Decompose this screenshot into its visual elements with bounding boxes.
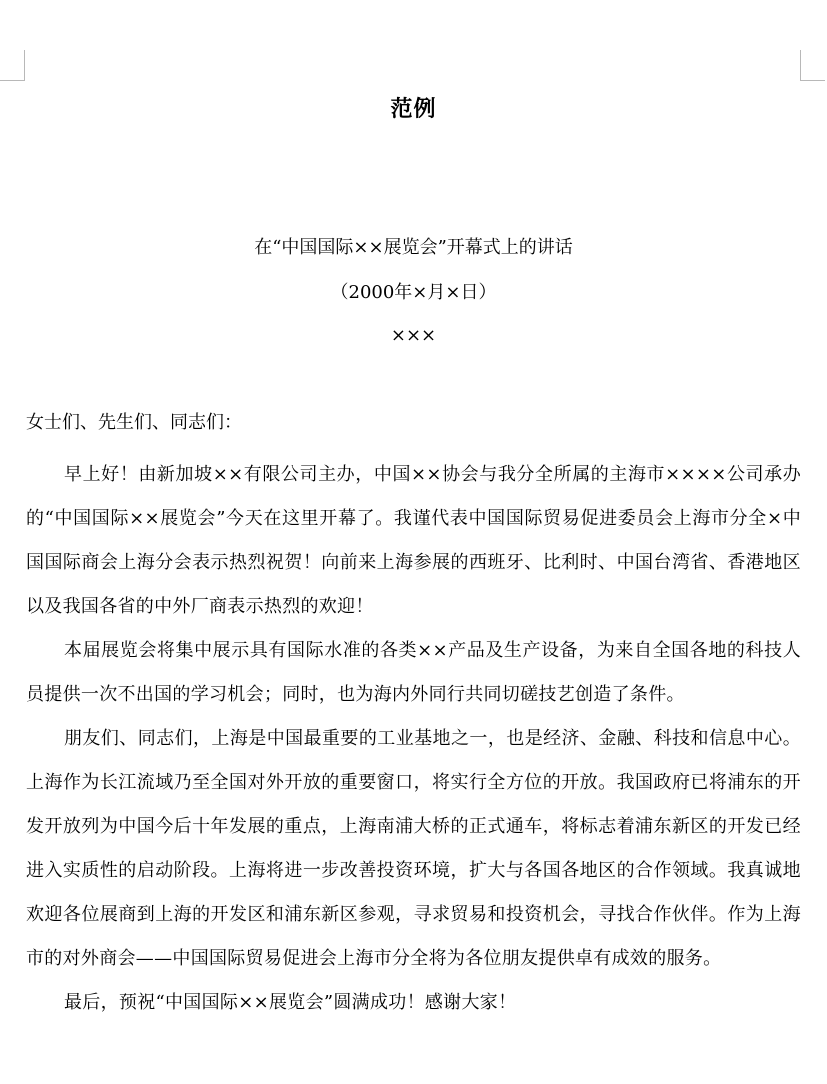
- speaker-name: ×××: [390, 325, 437, 346]
- paragraph-4: 最后，预祝“中国国际××展览会”圆满成功！感谢大家！: [64, 992, 517, 1013]
- paragraph-1: 早上好！由新加坡××有限公司主办，中国××协会与我分全所属的主海市××××公司承办的“中国国际××展览会”今天在这里开幕了。我谨代表中国国际贸易促进委员会上海市分全×中国国际商会上海分会表示热烈祝贺！向前来上海参展的西班牙、比利时、中国台湾省、香港地区以及我国各省的中外厂商表示热烈的欢迎！: [26, 464, 801, 617]
- crop-mark-top-right: [800, 50, 825, 81]
- speech-title: 在“中国国际××展览会”开幕式上的讲话: [254, 237, 573, 258]
- speech-date: （2000年×月×日）: [330, 282, 497, 303]
- paragraph-3: 朋友们、同志们，上海是中国最重要的工业基地之一，也是经济、金融、科技和信息中心。上海作为长江流域乃至全国对外开放的重要窗口，将实行全方位的开放。我国政府已将浦东的开发开放列为中国今后十年发展的重点，上海南浦大桥的正式通车，将标志着浦东新区的开发已经进入实质性的启动阶段。上海将进一步改善投资环境，扩大与各国各地区的合作领域。我真诚地欢迎各位展商到上海的开发区和浦东新区参观，寻求贸易和投资机会，寻找合作伙伴。作为上海市的对外商会——中国国际贸易促进会上海市分全将为各位朋友提供卓有成效的服务。: [26, 728, 801, 969]
- document-title: 范例: [390, 96, 437, 122]
- paragraph-2: 本届展览会将集中展示具有国际水准的各类××产品及生产设备，为来自全国各地的科技人员提供一次不出国的学习机会；同时，也为海内外同行共同切磋技艺创造了条件。: [26, 640, 801, 705]
- salutation: 女士们、先生们、同志们：: [26, 412, 242, 433]
- crop-mark-top-left: [0, 50, 25, 81]
- speech-body: [26, 453, 801, 1025]
